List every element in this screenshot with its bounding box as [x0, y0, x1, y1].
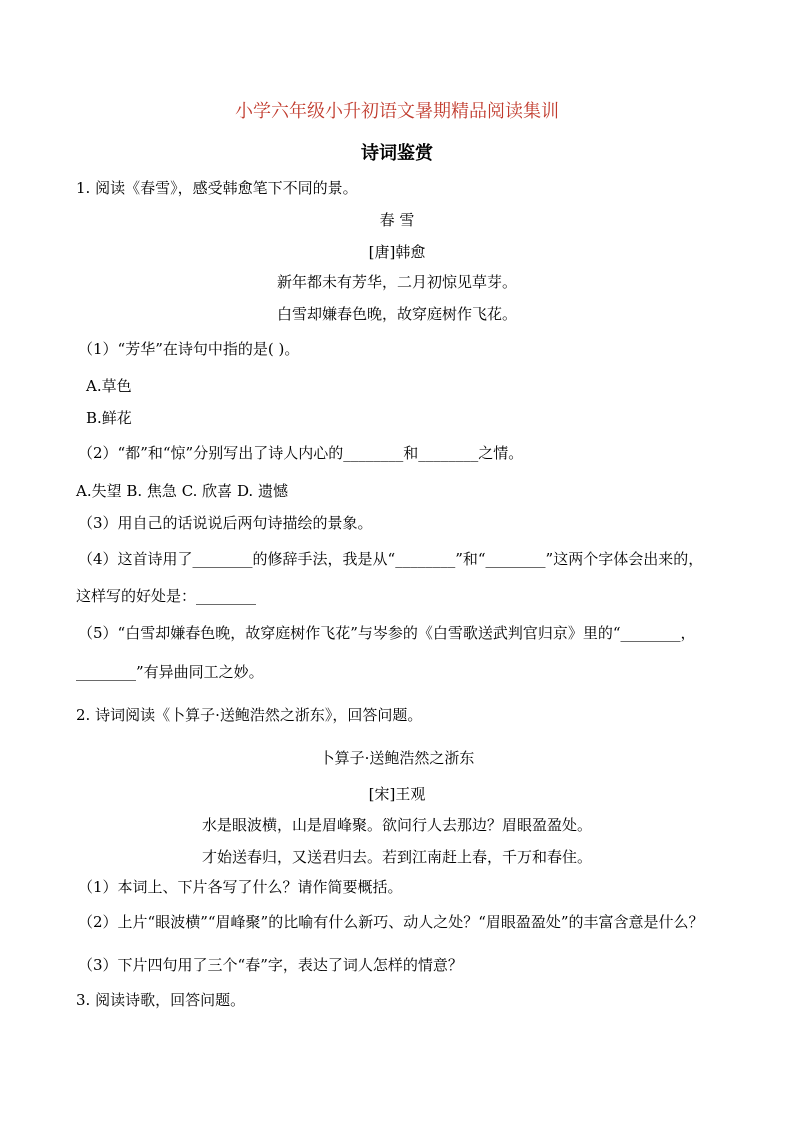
question-2-stem: 2. 诗词阅读《卜算子·送鲍浩然之浙东》，回答问题。 [76, 706, 423, 724]
q1-sub-5-continued: ________”有异曲同工之妙。 [76, 663, 264, 681]
question-3-stem: 3. 阅读诗歌，回答问题。 [76, 991, 246, 1009]
q2-sub-1: （1）本词上、下片各写了什么？请作简要概括。 [78, 878, 403, 896]
q1-sub-4: （4）这首诗用了________的修辞手法，我是从“________”和“________”这两个字体会出来的， [78, 550, 704, 568]
q2-sub-3: （3）下片四句用了三个“春”字，表达了词人怎样的情意？ [78, 956, 463, 974]
poem-1-line-2: 白雪却嫌春色晚，故穿庭树作飞花。 [276, 305, 517, 323]
q2-sub-2: （2）上片“眼波横”“眉峰聚”的比喻有什么新巧、动人之处？“眉眼盈盈处”的丰富含意是什么？ [78, 913, 704, 931]
poem-2-title: 卜算子·送鲍浩然之浙东 [319, 749, 475, 767]
q1-sub-4-continued: 这样写的好处是：________ [76, 587, 257, 605]
poem-1-title: 春 雪 [379, 211, 415, 229]
question-1-stem: 1. 阅读《春雪》，感受韩愈笔下不同的景。 [76, 179, 358, 197]
q1-sub-1: （1）“芳华”在诗句中指的是( )。 [78, 340, 300, 358]
poem-1-line-1: 新年都未有芳华，二月初惊见草芽。 [276, 273, 517, 291]
q1-sub-2: （2）“都”和“惊”分别写出了诗人内心的________和________之情。 [78, 444, 524, 462]
q1-sub-3: （3）用自己的话说说后两句诗描绘的景象。 [78, 514, 373, 532]
poem-2-author: [宋]王观 [368, 785, 426, 803]
q1-sub-2-options: A.失望 B. 焦急 C. 欣喜 D. 遗憾 [76, 482, 288, 500]
poem-1-author: [唐]韩愈 [368, 243, 426, 261]
document-title: 小学六年级小升初语文暑期精品阅读集训 [235, 101, 559, 122]
poem-2-line-1: 水是眼波横，山是眉峰聚。欲问行人去那边？眉眼盈盈处。 [201, 816, 592, 834]
poem-2-line-2: 才始送春归，又送君归去。若到江南赶上春，千万和春住。 [201, 848, 592, 866]
q1-option-b: B.鲜花 [86, 409, 132, 427]
q1-option-a: A.草色 [86, 377, 132, 395]
q1-sub-5: （5）“白雪却嫌春色晚，故穿庭树作飞花”与岑参的《白雪歌送武判官归京》里的“________， [78, 624, 696, 642]
section-heading: 诗词鉴赏 [361, 143, 433, 164]
